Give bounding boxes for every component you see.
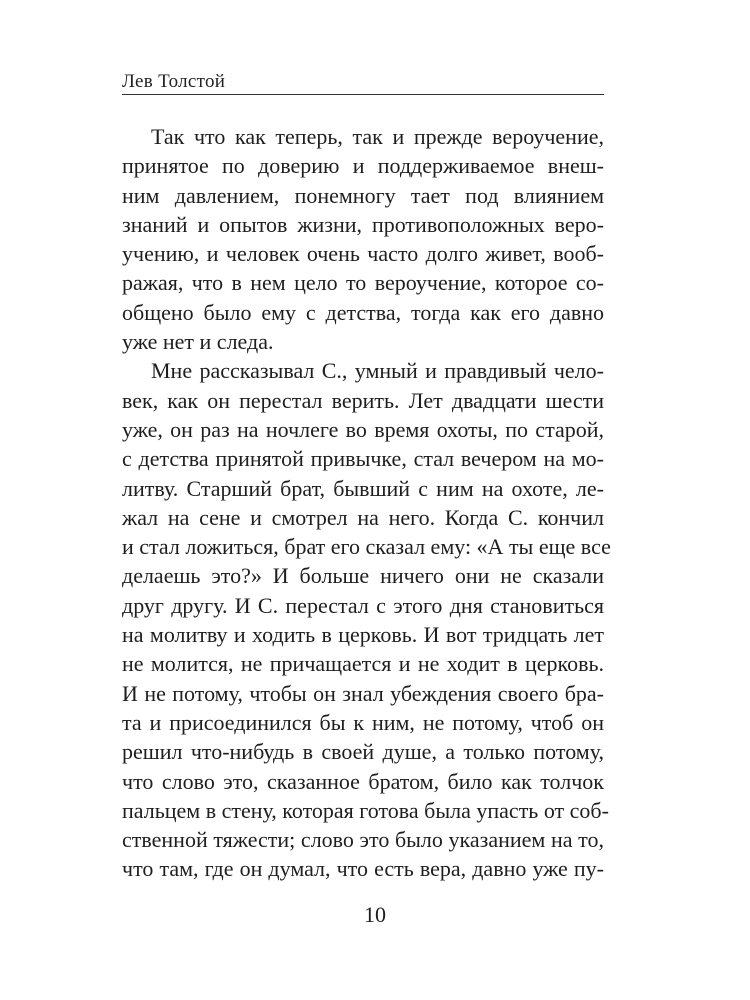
text-line: с детства принятой привычке, стал вечером на мо-: [122, 446, 604, 472]
header-rule: [122, 94, 604, 95]
text-line: не молится, не причащается и не ходит в церковь.: [122, 651, 604, 677]
text-line: ственной тяжести; слово это было указанием на то,: [122, 827, 604, 853]
text-line: жал на сене и смотрел на него. Когда С. кончил: [122, 504, 604, 530]
text-line: на молитву и ходить в церковь. И вот тридцать лет: [122, 622, 604, 648]
text-line: учению, и человек очень часто долго живет, вооб-: [122, 241, 604, 267]
running-header: Лев Толстой: [122, 71, 226, 92]
text-line: решил что-нибудь в своей душе, а только потому,: [122, 739, 604, 765]
text-line: принятое по доверию и поддерживаемое внеш-: [122, 153, 604, 179]
text-line: Так что как теперь, так и прежде вероучение,: [151, 124, 604, 149]
page-number: 10: [364, 902, 386, 927]
text-line: делаешь это?» И больше ничего они не сказали: [122, 563, 604, 589]
text-line: литву. Старший брат, бывший с ним на охоте, ле-: [122, 475, 604, 501]
text-line: что там, где он думал, что есть вера, давно уже пу-: [122, 856, 604, 882]
text-line: ражая, что в нем цело то вероучение, которое со-: [122, 270, 604, 296]
text-line: И не потому, чтобы он знал убеждения своего бра-: [122, 680, 604, 706]
text-line: ним давлением, понемногу тает под влиянием: [122, 182, 604, 208]
text-line: уже, он раз на ночлеге во время охоты, по старой,: [122, 416, 604, 442]
text-line: уже нет и следа.: [122, 329, 274, 355]
text-line: общено было ему с детства, тогда как его давно: [122, 299, 604, 325]
text-line: знаний и опытов жизни, противоположных веро-: [122, 211, 604, 237]
text-line: та и присоединился бы к ним, не потому, чтоб он: [122, 709, 604, 735]
text-line: век, как он перестал верить. Лет двадцати шести: [122, 387, 604, 413]
text-line: пальцем в стену, которая готова была упасть от соб-: [122, 797, 609, 823]
text-line: что слово это, сказанное братом, било как толчок: [122, 768, 604, 794]
text-line: друг другу. И С. перестал с этого дня становиться: [122, 592, 604, 618]
body-text: [122, 122, 611, 884]
text-line: и стал ложиться, брат его сказал ему: «А ты еще все: [122, 534, 611, 560]
text-line: Мне рассказывал С., умный и правдивый чело-: [151, 358, 604, 384]
